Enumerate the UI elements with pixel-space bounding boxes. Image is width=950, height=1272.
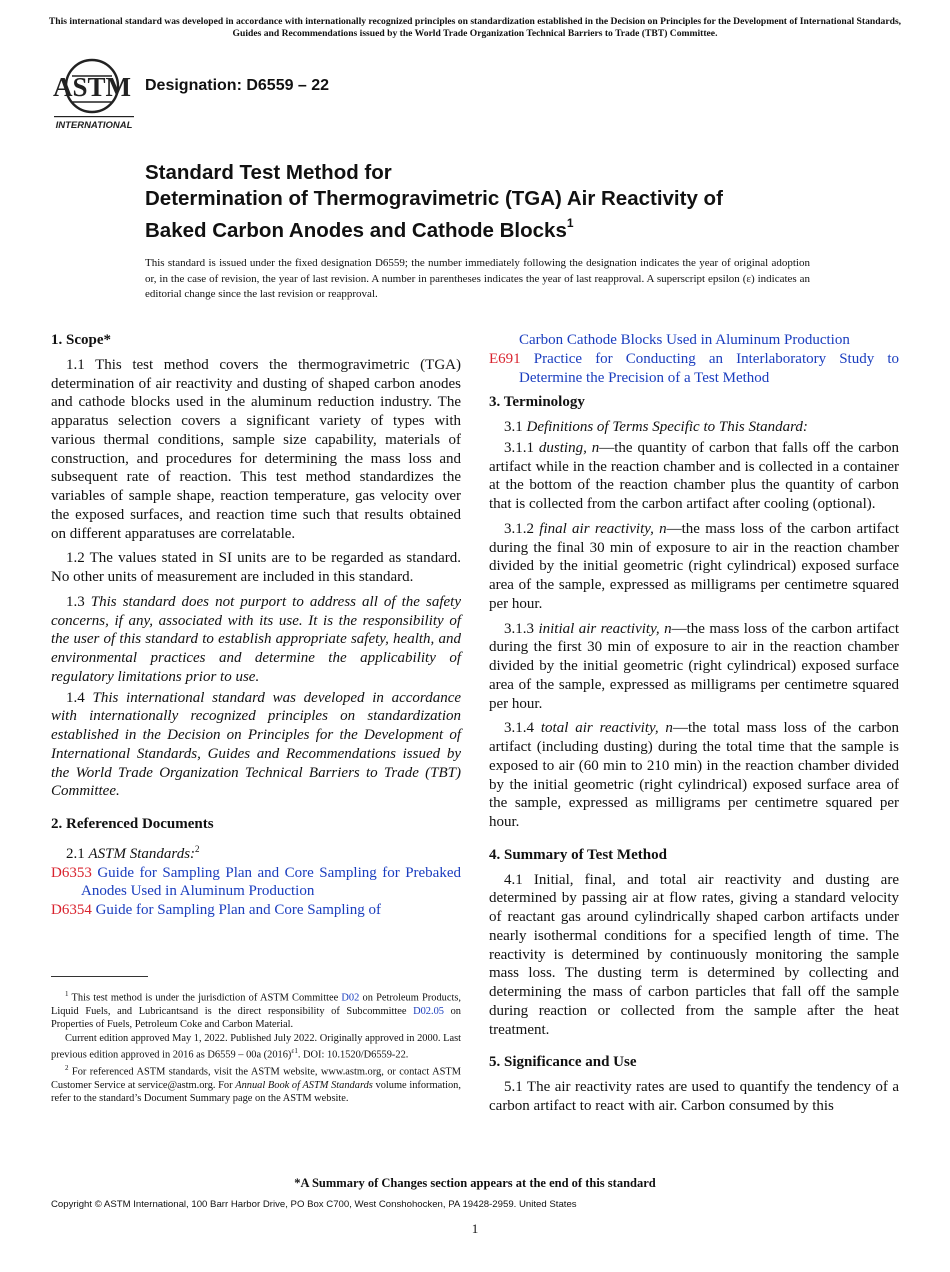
astm-international-logo-icon xyxy=(52,58,136,132)
section-heading-terminology: 3. Terminology xyxy=(489,394,585,411)
page-number: 1 xyxy=(471,1221,479,1236)
para-1-1: 1.1 This test method covers the thermogravimetric (TGA) determination of air reactivity and dusting of shaped carbon anodes and cathode blocks used in the aluminum reduction industry. The apparatus selection covers a significant variety of types with various thermal conditions, sample size capability, materials of construction, and procedures for determining the mass loss and subsequent rate of reaction. This test method standardizes the variables of sample shape, reaction temperature, gas velocity over the exposed surfaces, and reaction time such that results obtained on different apparatuses are correlatable. xyxy=(51,356,461,542)
right-column xyxy=(489,331,899,1122)
def-final-air-reactivity: 3.1.2 final air reactivity, n—the mass loss of the carbon artifact during the final 30 min of exposure to air in the reaction chamber divided by the initial geometric (right cylindrical) exposed surface area of the sample, expressed as milligrams per centimetre squared per hour. xyxy=(489,520,900,612)
astm-logo xyxy=(52,58,136,132)
para-1-2: 1.2 The values stated in SI units are to be regarded as standard. No other units of measurement are included in this standard. xyxy=(51,550,461,585)
svg-text:ASTM: ASTM xyxy=(52,72,132,102)
footnote-2: $^2$ For referenced ASTM standards, visit the ASTM website, www.astm.org, or contact ASTM Customer Service at service@astm.org. For Annual Book of ASTM Standards volume information, refer to the standard’s Document Summary page on the ASTM website. xyxy=(51,1063,461,1105)
para-4-1: 4.1 Initial, final, and total air reactivity and dusting are determined by passing air at flow rates, giving a standard velocity of reactant gas around cylindrically shaped carbon artifacts under nearly isothermal conditions for a specified length of time. The reactivity is determined by continuously monitoring the sample mass loss. The dusting term is determined by collecting and determining the mass of carbon particles that fall off the sample during reaction or collected from the sample after the heat treatment. xyxy=(489,871,899,1038)
title-footnote-mark: 1 xyxy=(566,216,574,230)
designation: Designation: D6559 – 22 xyxy=(145,77,330,94)
left-column xyxy=(51,331,461,920)
def-dusting: 3.1.1 dusting, n—the quantity of carbon that falls off the carbon artifact while in the reaction chamber and is collected in a container at the bottom of the reaction chamber plus the quantity of carbon that is collected from the carbon artifact after cooling (optional). xyxy=(489,439,900,512)
page-title xyxy=(145,160,865,244)
footnotes xyxy=(51,988,461,1106)
title-line-1: Standard Test Method for xyxy=(145,161,392,184)
para-2-1: 2.1 ASTM Standards:$^2$ xyxy=(66,843,200,862)
summary-of-changes-notice: *A Summary of Changes section appears at the end of this standard xyxy=(294,1176,656,1190)
para-5-1: 5.1 The air reactivity rates are used to quantify the tendency of a carbon artifact to react with air. Carbon consumed by this xyxy=(489,1079,899,1114)
title-line-2: Determination of Thermogravimetric (TGA) Air Reactivity of xyxy=(145,187,723,210)
def-initial-air-reactivity: 3.1.3 initial air reactivity, n—the mass loss of the carbon artifact during the first 30 min of exposure to air in the reaction chamber divided by the initial geometric (right cylindrical) exposed surface area of the sample, expressed as milligrams per centimetre squared per hour. xyxy=(489,620,899,712)
footnote-divider xyxy=(51,976,148,977)
section-heading-referenced: 2. Referenced Documents xyxy=(51,816,214,832)
ref-d6353[interactable]: D6353 Guide for Sampling Plan and Core Sampling for Prebaked Anodes Used in Aluminum Production xyxy=(51,864,461,900)
ref-d6354[interactable]: D6354 Guide for Sampling Plan and Core Sampling of xyxy=(51,902,381,918)
logo-text: INTERNATIONAL xyxy=(55,120,133,131)
header-notice: This international standard was developed in accordance with internationally recognized principles on standardization established in the Decision on Principles for the Development of International Standards, Guides and Recommendations issued by the World Trade Organization Technical Barriers to Trade (TBT) Committee. xyxy=(48,16,902,39)
section-heading-summary: 4. Summary of Test Method xyxy=(489,846,667,863)
para-3-1: 3.1 Definitions of Terms Specific to This Standard: xyxy=(504,419,808,435)
title-line-3: Baked Carbon Anodes and Cathode Blocks$^1$ xyxy=(145,216,574,242)
footnote-1-edition: Current edition approved May 1, 2022. Published July 2022. Originally approved in 2000. Last previous edition approved in 2016 as D6559 – 00a $(2016)^{\varepsilon 1}$. DOI: 10.1520/D6559-22. xyxy=(51,1032,461,1061)
def-total-air-reactivity: 3.1.4 total air reactivity, n—the total mass loss of the carbon artifact (including dusting) during the total time that the sample is exposed to air (60 min to 210 min) in the reaction chamber divided by the initial geometric (right cylindrical) exposed surface area of the sample, expressed as milligrams per centimetre squared per hour. xyxy=(489,720,900,830)
para-1-4: 1.4 This international standard was developed in accordance with internationally recognized principles on standardization established in the Decision on Principles for the Development of International Standards, Guides and Recommendations issued by the World Trade Organization Technical Barriers to Trade (TBT) Committee. xyxy=(51,689,462,800)
ref-e691[interactable]: E691 Practice for Conducting an Interlaboratory Study to Determine the Precision of a Test Method xyxy=(489,350,899,386)
footnote-1: $^1$ This test method is under the jurisdiction of ASTM Committee D02 on Petroleum Products, Liquid Fuels, and Lubricantsand is the direct responsibility of Subcommittee D02.05 on Properties of Fuels, Petroleum Coke and Carbon Material. xyxy=(51,990,461,1031)
para-1-3: 1.3 This standard does not purport to address all of the safety concerns, if any, associated with its use. It is the responsibility of the user of this standard to establish appropriate safety, health, and environmental practices and determine the applicability of regulatory limitations prior to use. xyxy=(51,593,461,685)
issued-note: This standard is issued under the fixed designation D6559; the number immediately following the designation indicates the year of original adoption or, in the case of revision, the year of last revision. A number in parentheses indicates the year of last reapproval. A superscript epsilon (ε) indicates an editorial change since the last revision or reapproval. xyxy=(145,257,810,300)
ref-d6354-continuation[interactable]: Carbon Cathode Blocks Used in Aluminum Production xyxy=(519,332,850,348)
link-d02-05[interactable]: D02.05 xyxy=(413,1005,444,1017)
section-heading-scope: 1. Scope* xyxy=(51,332,111,348)
copyright: Copyright © ASTM International, 100 Barr Harbor Drive, PO Box C700, West Conshohocken, PA 19428-2959. United States xyxy=(51,1199,577,1210)
section-heading-significance: 5. Significance and Use xyxy=(489,1054,637,1071)
link-d02[interactable]: D02 xyxy=(341,992,360,1004)
